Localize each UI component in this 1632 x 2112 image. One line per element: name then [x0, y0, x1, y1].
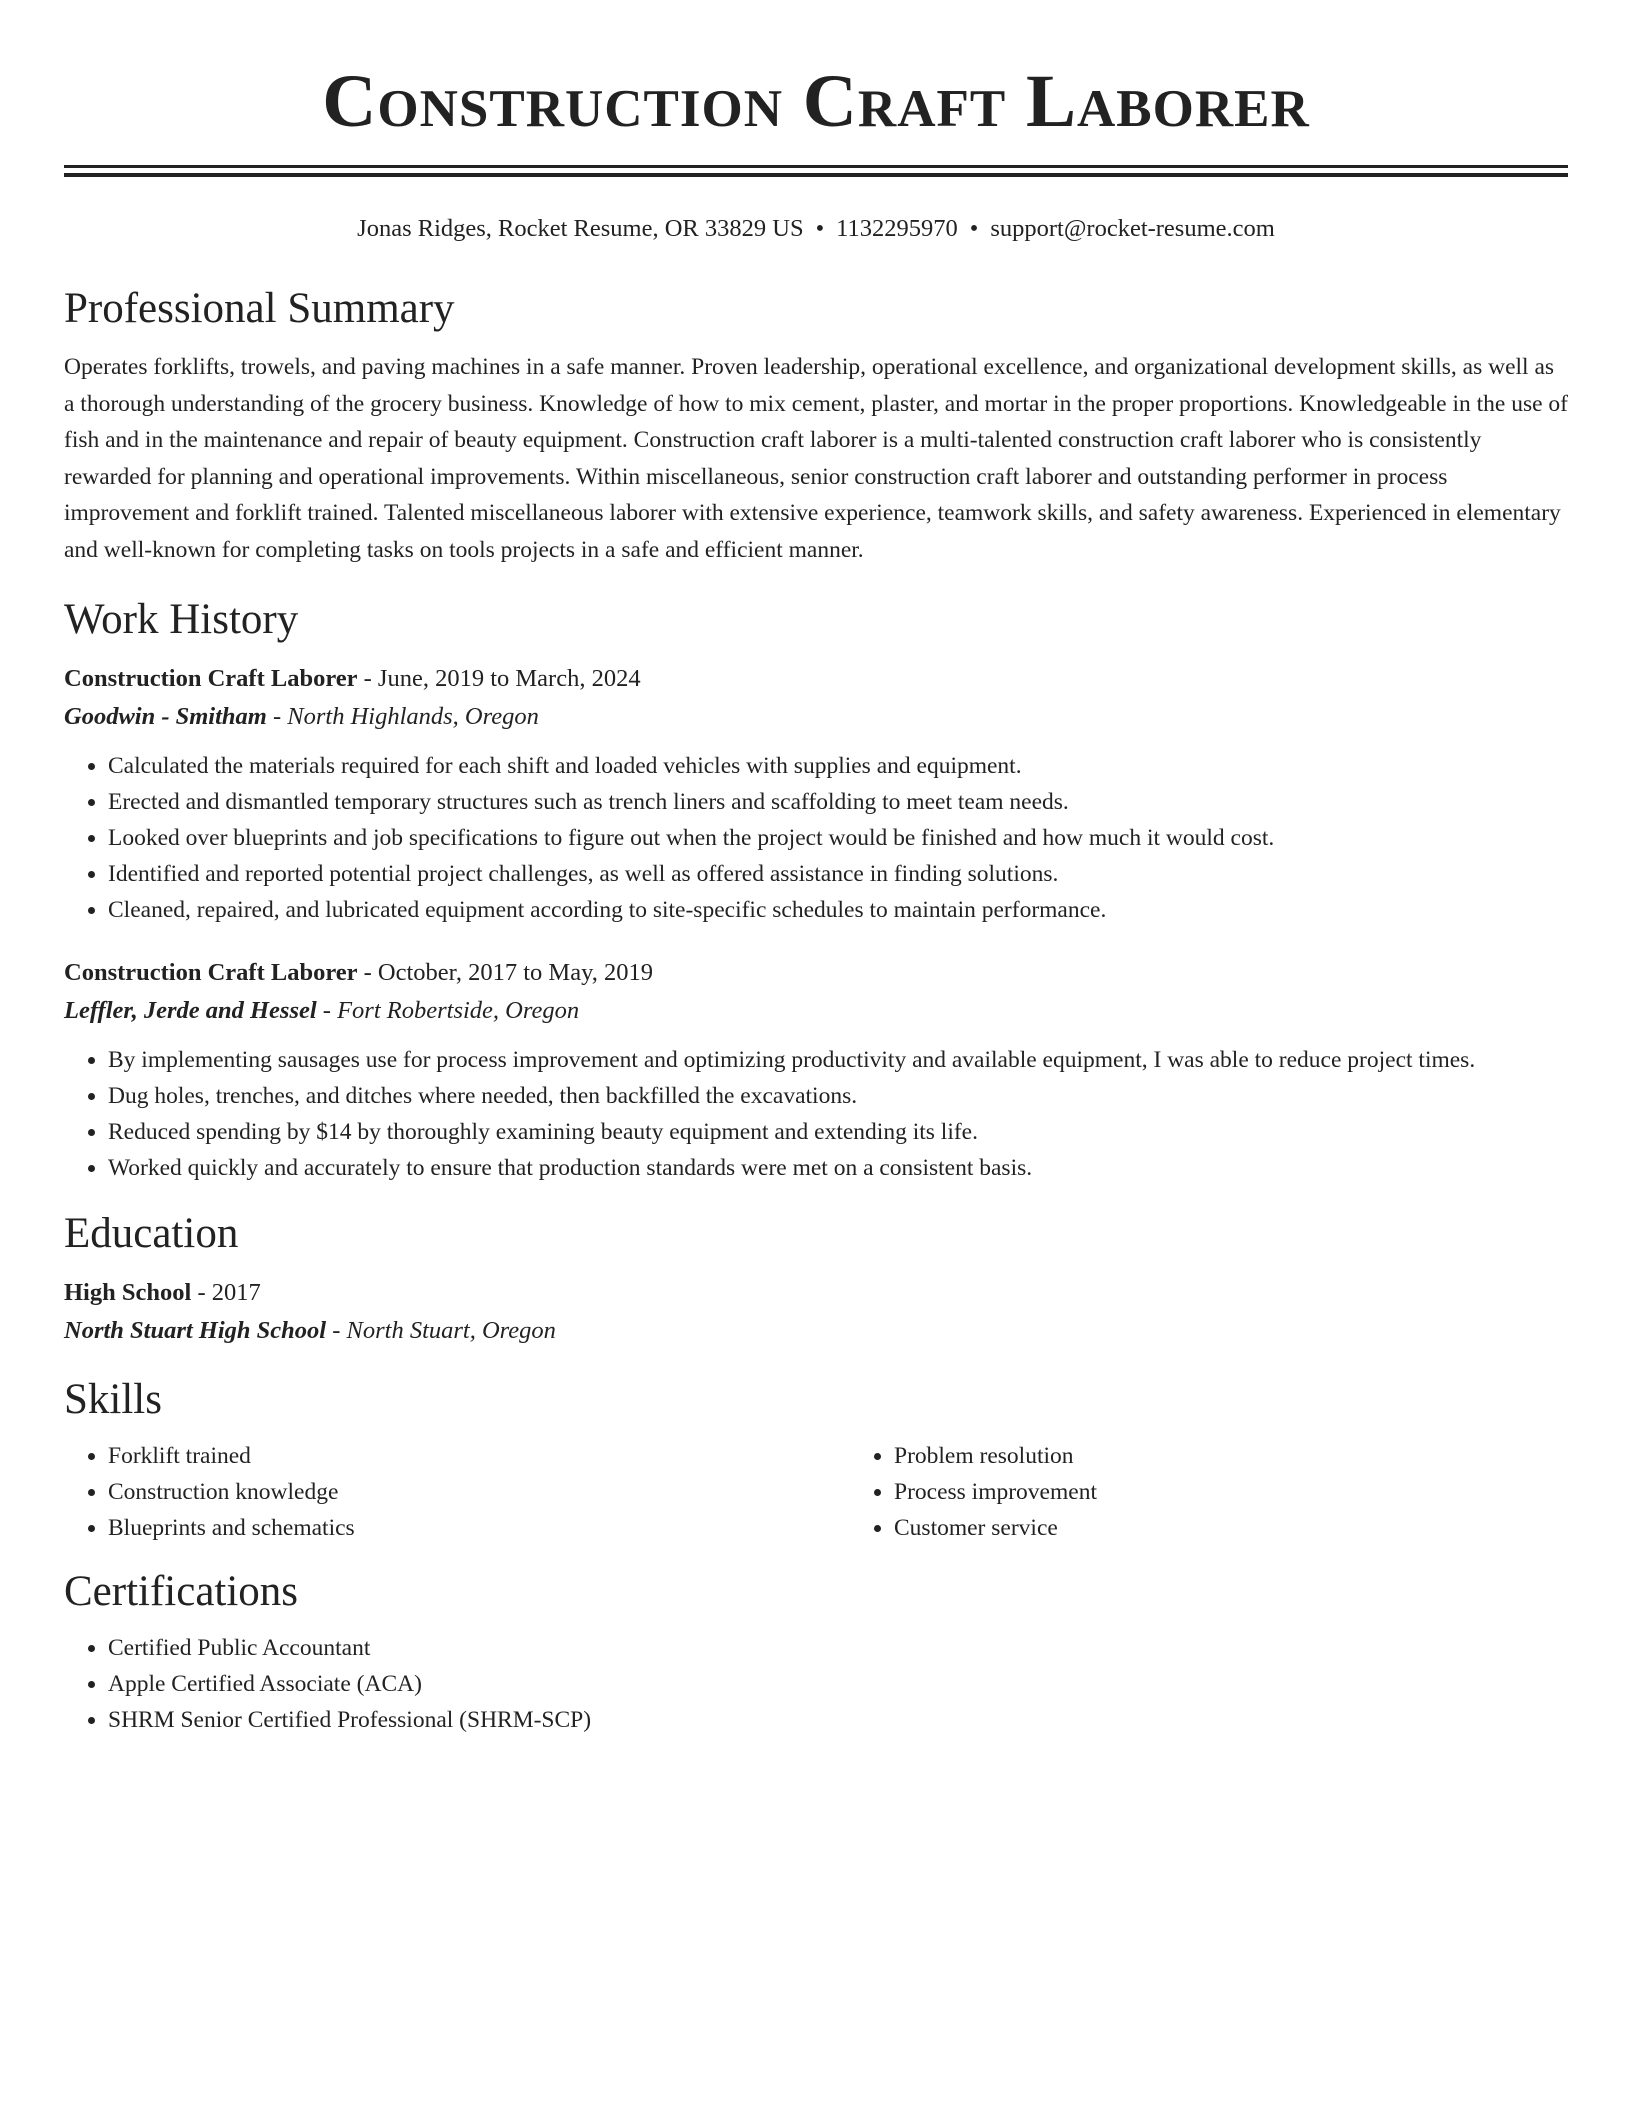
skill-item: • Construction knowledge — [108, 1474, 850, 1510]
certifications-heading: Certifications — [64, 1568, 299, 1615]
job-duty-item: • Looked over blueprints and job specifications to figure out when the project would be finished and how much it would cost. — [108, 820, 1568, 856]
job-entry — [64, 660, 1568, 736]
job-duty-item: • Reduced spending by $14 by thoroughly examining beauty equipment and extending its life. — [108, 1114, 1568, 1150]
graduation-year: - 2017 — [191, 1279, 261, 1306]
job-title-line — [64, 660, 1568, 698]
skills-list-right — [850, 1438, 1568, 1546]
skill-item: • Blueprints and schematics — [108, 1510, 850, 1546]
contact-separator: • — [969, 215, 979, 242]
skill-item: • Process improvement — [894, 1474, 1568, 1510]
job-dates: - June, 2019 to March, 2024 — [357, 665, 641, 692]
employer-location: - Fort Robertside, Oregon — [316, 997, 580, 1024]
employer-name: Goodwin - Smitham — [64, 703, 267, 730]
skills-heading: Skills — [64, 1376, 162, 1423]
job-duty-item: • Erected and dismantled temporary structures such as trench liners and scaffolding to meet team needs. — [108, 784, 1568, 820]
job-duty-item: • Dug holes, trenches, and ditches where needed, then backfilled the excavations. — [108, 1078, 1568, 1114]
resume-title: Construction Craft Laborer — [322, 60, 1310, 143]
job-dates: - October, 2017 to May, 2019 — [357, 959, 653, 986]
job-duties-list — [64, 1042, 1568, 1186]
skill-item: • Forklift trained — [108, 1438, 850, 1474]
work-history-heading: Work History — [64, 596, 299, 643]
employer-line — [64, 992, 1568, 1030]
education-heading: Education — [64, 1210, 239, 1257]
skills-list-left — [64, 1438, 850, 1546]
education-entry — [64, 1274, 1568, 1350]
divider-line-bottom — [64, 173, 1568, 177]
summary-text: Operates forklifts, trowels, and paving machines in a safe manner. Proven leadership, operational excellence, and organizational development skills, as well as a thorough understanding of the grocery business. Knowledge of how to mix cement, plaster, and mortar in the proper proportions. Knowledgeable in the use of fish and in the maintenance and repair of beauty equipment. Construction craft laborer is a multi-talented construction craft laborer who is consistently rewarded for planning and operational improvements. Within miscellaneous, senior construction craft laborer and outstanding performer in process improvement and forklift trained. Talented miscellaneous laborer with extensive experience, teamwork skills, and safety awareness. Experienced in elementary and well-known for completing tasks on tools projects in a safe and efficient manner. — [64, 354, 1568, 563]
contact-line — [64, 213, 1568, 245]
job-duties-list — [64, 748, 1568, 928]
job-entry — [64, 954, 1568, 1030]
degree-name: High School — [64, 1279, 192, 1306]
contact-separator: • — [815, 215, 825, 242]
job-title: Construction Craft Laborer — [64, 959, 358, 986]
divider-line-top — [64, 165, 1568, 168]
skills-grid — [64, 1438, 1568, 1546]
job-title: Construction Craft Laborer — [64, 665, 358, 692]
contact-address: Jonas Ridges, Rocket Resume, OR 33829 US — [357, 215, 804, 242]
certification-item: • Apple Certified Associate (ACA) — [108, 1666, 1568, 1702]
school-name: North Stuart High School — [64, 1317, 327, 1344]
certification-item: • SHRM Senior Certified Professional (SHRM-SCP) — [108, 1702, 1568, 1738]
job-duty-item: • By implementing sausages use for process improvement and optimizing productivity and available equipment, I was able to reduce project times. — [108, 1042, 1568, 1078]
job-title-line — [64, 954, 1568, 992]
school-location: - North Stuart, Oregon — [326, 1317, 556, 1344]
job-duty-item: • Worked quickly and accurately to ensure that production standards were met on a consistent basis. — [108, 1150, 1568, 1186]
employer-line — [64, 698, 1568, 736]
contact-phone: 1132295970 — [836, 215, 958, 242]
summary-heading: Professional Summary — [64, 285, 455, 332]
skill-item: • Customer service — [894, 1510, 1568, 1546]
employer-location: - North Highlands, Oregon — [266, 703, 539, 730]
contact-email: support@rocket-resume.com — [990, 215, 1275, 242]
school-line — [64, 1312, 1568, 1350]
certifications-list — [64, 1630, 1568, 1738]
job-duty-item: • Identified and reported potential project challenges, as well as offered assistance in finding solutions. — [108, 856, 1568, 892]
employer-name: Leffler, Jerde and Hessel — [64, 997, 317, 1024]
job-duty-item: • Cleaned, repaired, and lubricated equipment according to site-specific schedules to maintain performance. — [108, 892, 1568, 928]
degree-line — [64, 1274, 1568, 1312]
title-divider — [64, 165, 1568, 177]
certification-item: • Certified Public Accountant — [108, 1630, 1568, 1666]
job-duty-item: • Calculated the materials required for each shift and loaded vehicles with supplies and equipment. — [108, 748, 1568, 784]
skill-item: • Problem resolution — [894, 1438, 1568, 1474]
